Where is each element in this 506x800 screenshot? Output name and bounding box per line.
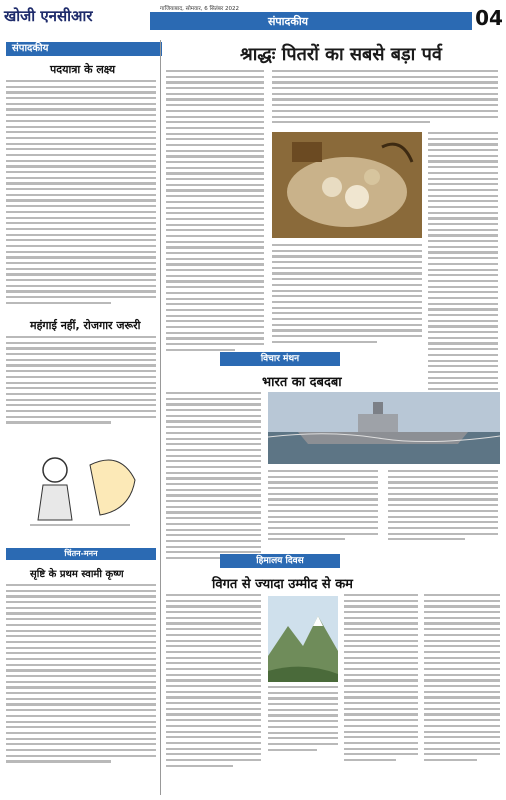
section-title: संपादकीय — [268, 15, 309, 28]
himalaya-col-3 — [344, 594, 418, 765]
himalaya-headline: विगत से ज्यादा उम्मीद से कम — [212, 577, 353, 592]
section-bar — [150, 12, 472, 30]
chintan-body — [6, 584, 156, 766]
main-col-1 — [166, 70, 264, 354]
chintan-band: चिंतन-मनन — [6, 548, 156, 560]
vichar-col-2 — [268, 470, 378, 544]
page-number: 04 — [475, 6, 503, 30]
chintan-headline: सृष्टि के प्रथम स्वामी कृष्ण — [30, 569, 124, 580]
main-headline: श्राद्धः पितरों का सबसे बड़ा पर्व — [240, 44, 442, 65]
warship-photo — [268, 392, 500, 464]
second-headline: महंगाई नहीं, रोजगार जरूरी — [30, 319, 141, 332]
mountain-photo — [268, 596, 338, 682]
editorial-headline: पदयात्रा के लक्ष्य — [50, 63, 116, 76]
himalaya-band: हिमालय दिवस — [220, 554, 340, 568]
main-col-3 — [428, 132, 498, 405]
second-body — [6, 336, 156, 427]
vichar-col-1 — [166, 392, 261, 563]
editorial-body — [6, 80, 156, 308]
himalaya-col-1 — [166, 594, 261, 770]
column-divider — [160, 40, 161, 795]
vichar-band: विचार मंथन — [220, 352, 340, 366]
dateline: गाजियाबाद, सोमवार, 6 सितंबर 2022 — [160, 6, 239, 12]
main-photo — [272, 132, 422, 238]
vichar-headline: भारत का दबदबा — [262, 375, 342, 390]
masthead — [0, 0, 506, 36]
editorial-label: संपादकीय — [6, 42, 162, 56]
newspaper-logo: खोजी एनसीआर — [4, 7, 93, 25]
himalaya-col-2 — [268, 686, 338, 754]
vichar-col-3 — [388, 470, 498, 544]
main-intro — [272, 70, 498, 127]
main-col-2 — [272, 244, 422, 346]
cartoon-image — [10, 440, 150, 540]
himalaya-col-4 — [424, 594, 500, 765]
